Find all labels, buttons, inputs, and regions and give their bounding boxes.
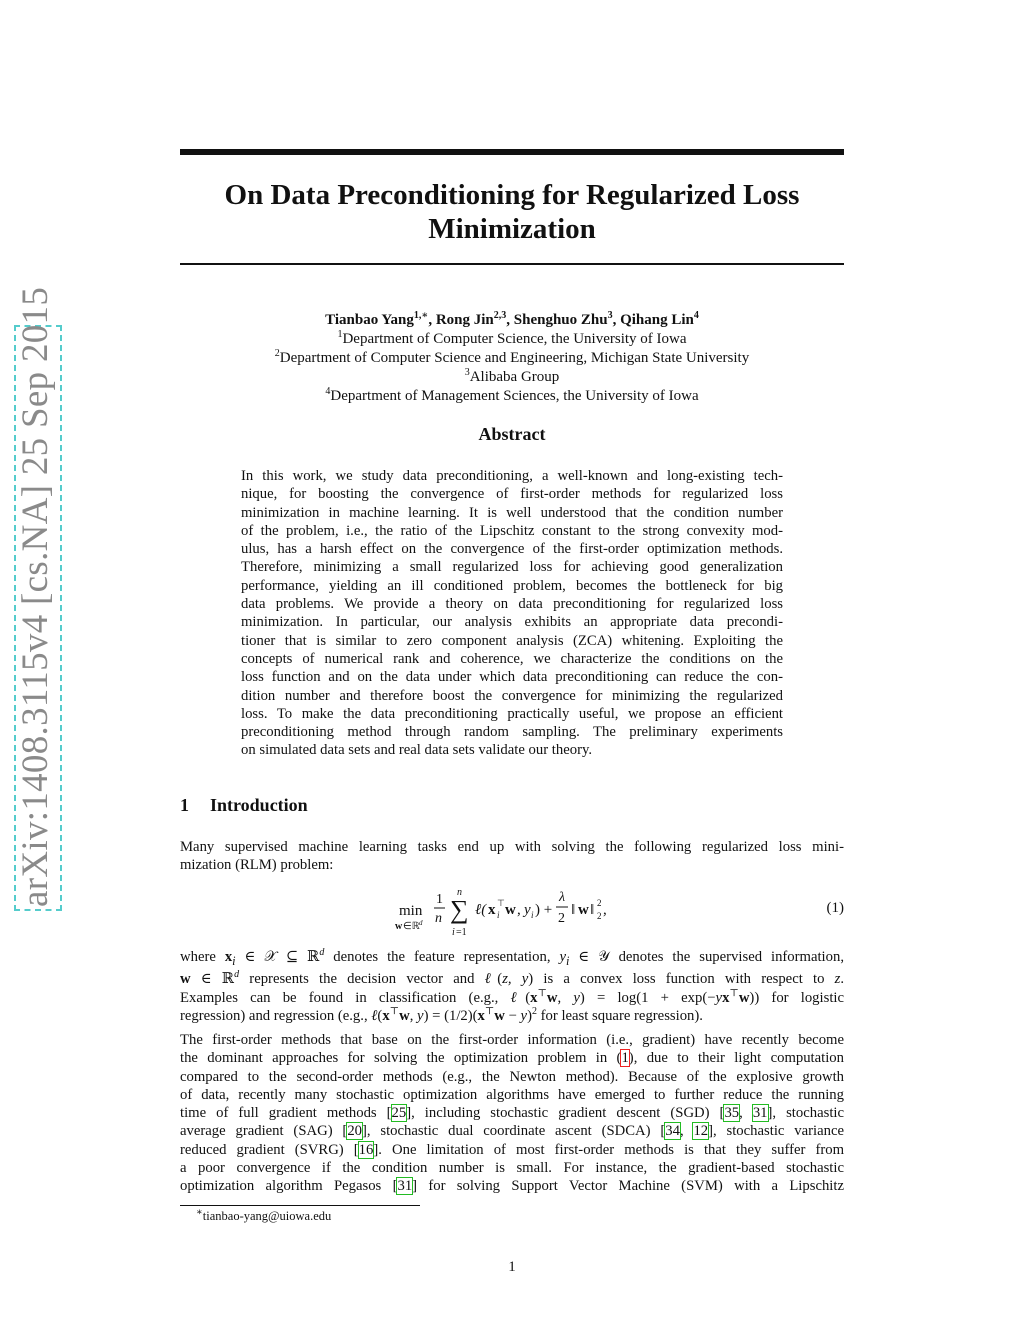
intro-paragraph-2 <box>180 948 844 1025</box>
abstract-line: nique, for boosting the convergence of first-order methods for regularized loss <box>241 486 783 503</box>
author-name: Rong Jin <box>435 312 494 328</box>
equation-1 <box>395 882 645 942</box>
text-line: Examples can be found in classification (e.g., ℓ(x⊤w, y) = log(1 + exp(−yx⊤w)) for logistic <box>180 987 844 1006</box>
abstract-line: preconditioning method through random sampling. The preliminary experiments <box>241 724 783 741</box>
abstract-line: loss function and on the data under which data preconditioning can reduce the con- <box>241 669 783 686</box>
svg-text:λ: λ <box>559 890 566 905</box>
title-line-2: Minimization <box>428 213 596 245</box>
svg-text:) +: ) + <box>535 902 553 918</box>
citation-link[interactable]: 31 <box>752 1105 768 1122</box>
page-number: 1 <box>508 1259 516 1275</box>
citation-link[interactable]: 34 <box>665 1123 680 1140</box>
abstract-line: Therefore, minimizing a small regularized loss for achieving good generalization <box>241 559 783 576</box>
affiliation: $^4$Department of Management Sciences, the University of Iowa <box>325 386 699 404</box>
text-line: compared to the second-order methods (e.g., the Newton method). Because of the explosive growth <box>180 1068 844 1085</box>
citation-link[interactable]: 31 <box>397 1178 413 1195</box>
abstract-line: tioner that is similar to zero component analysis (ZCA) whitening. Exploiting the <box>241 632 783 649</box>
text-line: time of full gradient methods [25], including stochastic gradient descent (SGD) [35, 31], stochastic <box>180 1105 845 1122</box>
svg-text:ℓ(: ℓ( <box>475 902 487 918</box>
svg-text:x: x <box>488 902 496 918</box>
citation-link[interactable]: 16 <box>358 1141 374 1158</box>
svg-text:w: w <box>505 902 516 918</box>
author-sup: 4 <box>693 310 699 321</box>
text-line: average gradient (SAG) [20], stochastic dual coordinate ascent (SDCA) [34, 12], stochastic variance <box>180 1123 844 1140</box>
abstract-line: loss. To make the data preconditioning practically useful, we propose an efficient <box>241 705 783 722</box>
arxiv-stamp: arXiv:1408.3115v4 [cs.NA] 25 Sep 2015 <box>15 286 56 907</box>
text-line: where $x_i$ ∈ 𝒳 ⊆ ℝ$^d$ denotes the feature representation, $y_i$ ∈ 𝒴 denotes the supervised information, <box>180 947 845 968</box>
footnote-rule <box>180 1205 420 1206</box>
svg-text:2: 2 <box>597 911 602 921</box>
svg-text:d: d <box>419 919 423 927</box>
text-line: regression) and regression (e.g., ℓ(x⊤w, $y) = (1/2)(x^⊤w - y)^2$ for least square regression). <box>180 1005 703 1024</box>
affiliation: $^2$Department of Computer Science and Engineering, Michigan State University <box>274 348 750 366</box>
author-name: Tianbao Yang <box>325 312 414 328</box>
section-title: Introduction <box>210 795 308 815</box>
equation-ref-link[interactable]: 1 <box>621 1050 629 1067</box>
svg-text:,: , <box>603 902 607 918</box>
svg-text:i: i <box>497 910 500 920</box>
text-line: a poor convergence if the condition number is small. For instance, the gradient-based stochastic <box>180 1160 844 1177</box>
svg-text:‖: ‖ <box>590 902 595 918</box>
text-line: optimization algorithm Pegasos [31] for solving Support Vector Machine (SVM) with a Lipschitz <box>180 1178 844 1195</box>
svg-text:i: i <box>452 927 455 938</box>
svg-text:,: , <box>517 902 521 918</box>
abstract-line: minimization. In particular, our analysis exhibits an appropriate data precondi- <box>241 614 783 631</box>
text-line: Many supervised machine learning tasks end up with solving the following regularized loss mini- <box>180 839 844 855</box>
affiliation: $^3$Alibaba Group <box>464 367 560 385</box>
author-list: Tianbao Yang$^{1,∗}$, Rong Jin$^{2,3}$, Shenghuo Zhu$^3$, Qihang Lin$^4$ <box>325 310 699 328</box>
paper-title <box>180 178 844 246</box>
svg-text:2: 2 <box>558 911 565 926</box>
svg-text:n: n <box>457 887 462 898</box>
text-line: The first-order methods that base on the first-order information (i.e., gradient) have recently become <box>180 1032 844 1048</box>
citation-link[interactable]: 12 <box>693 1123 709 1140</box>
citation-link[interactable]: 35 <box>724 1105 740 1122</box>
section-number: 1 <box>180 795 189 815</box>
author-name: Qihang Lin <box>620 312 694 328</box>
title-bottom-rule <box>180 263 844 265</box>
svg-text:∑: ∑ <box>450 895 469 924</box>
abstract-line: minimization in machine learning. It is well understood that the condition number <box>241 504 783 521</box>
abstract-line: on simulated data sets and real data sets validate our theory. <box>241 742 593 759</box>
citation-link[interactable]: 25 <box>391 1105 407 1122</box>
title-top-rule <box>180 149 844 155</box>
author-sup: 3 <box>607 310 613 321</box>
equation-number: (1) <box>826 900 844 916</box>
author-sup: 2,3 <box>493 310 507 321</box>
abstract-body <box>241 467 783 760</box>
affiliation: $^1$Department of Computer Science, the University of Iowa <box>337 329 687 347</box>
title-line-1: On Data Preconditioning for Regularized Loss <box>224 179 800 211</box>
footnote: ∗tianbao-yang@uiowa.edu <box>196 1206 332 1223</box>
citation-link[interactable]: 20 <box>347 1123 362 1140</box>
text-line: reduced gradient (SVRG) [16]. One limitation of most first-order methods is that they suffer from <box>180 1141 845 1158</box>
svg-text:w: w <box>395 921 403 932</box>
text-line: of data, recently many stochastic optimization algorithms have emerged to further reduce the running <box>180 1086 844 1103</box>
abstract-line: concepts of numerical rank and coherence, we characterize the conditions on the <box>241 650 783 667</box>
svg-text:‖: ‖ <box>571 902 576 918</box>
abstract-line: performance, yielding an ill conditioned problem, becomes the bottleneck for big <box>241 577 783 594</box>
svg-text:n: n <box>435 911 442 926</box>
intro-paragraph-1 <box>180 838 844 875</box>
intro-paragraph-3 <box>180 1031 844 1196</box>
author-sup: 1,∗ <box>413 310 429 321</box>
abstract-line: dition number and therefore boost the convergence for minimizing the regularized <box>241 687 783 704</box>
text-line: w ∈ ℝ$^d$ represents the decision vector and ℓ(z, y) is a convex loss function with respect to z. <box>180 969 845 988</box>
svg-text:=1: =1 <box>456 927 467 938</box>
text-line: mization (RLM) problem: <box>180 857 334 874</box>
svg-text:∈ℝ: ∈ℝ <box>403 921 420 932</box>
svg-text:⊤: ⊤ <box>497 898 505 908</box>
svg-text:w: w <box>578 902 589 918</box>
svg-text:1: 1 <box>436 892 443 907</box>
author-name: Shenghuo Zhu <box>513 312 608 328</box>
svg-text:i: i <box>531 910 534 920</box>
abstract-line: data problems. We provide a theory on data preconditioning for regularized loss <box>241 596 783 613</box>
svg-text:2: 2 <box>597 898 602 908</box>
text-line: the dominant approaches for solving the optimization problem in (1), due to their light computation <box>180 1050 844 1067</box>
section-heading <box>180 795 308 816</box>
footnote-email: tianbao-yang@uiowa.edu <box>202 1209 332 1223</box>
abstract-line: ulus, has a harsh effect on the convergence of the first-order optimization methods. <box>241 541 783 558</box>
svg-text:min: min <box>399 903 423 919</box>
abstract-line: In this work, we study data preconditioning, a well-known and long-existing tech- <box>241 468 783 484</box>
svg-text:y: y <box>524 902 531 918</box>
abstract-heading: Abstract <box>478 424 546 444</box>
abstract-line: of the problem, i.e., the ratio of the Lipschitz constant to the strong convexity mod- <box>241 522 783 539</box>
